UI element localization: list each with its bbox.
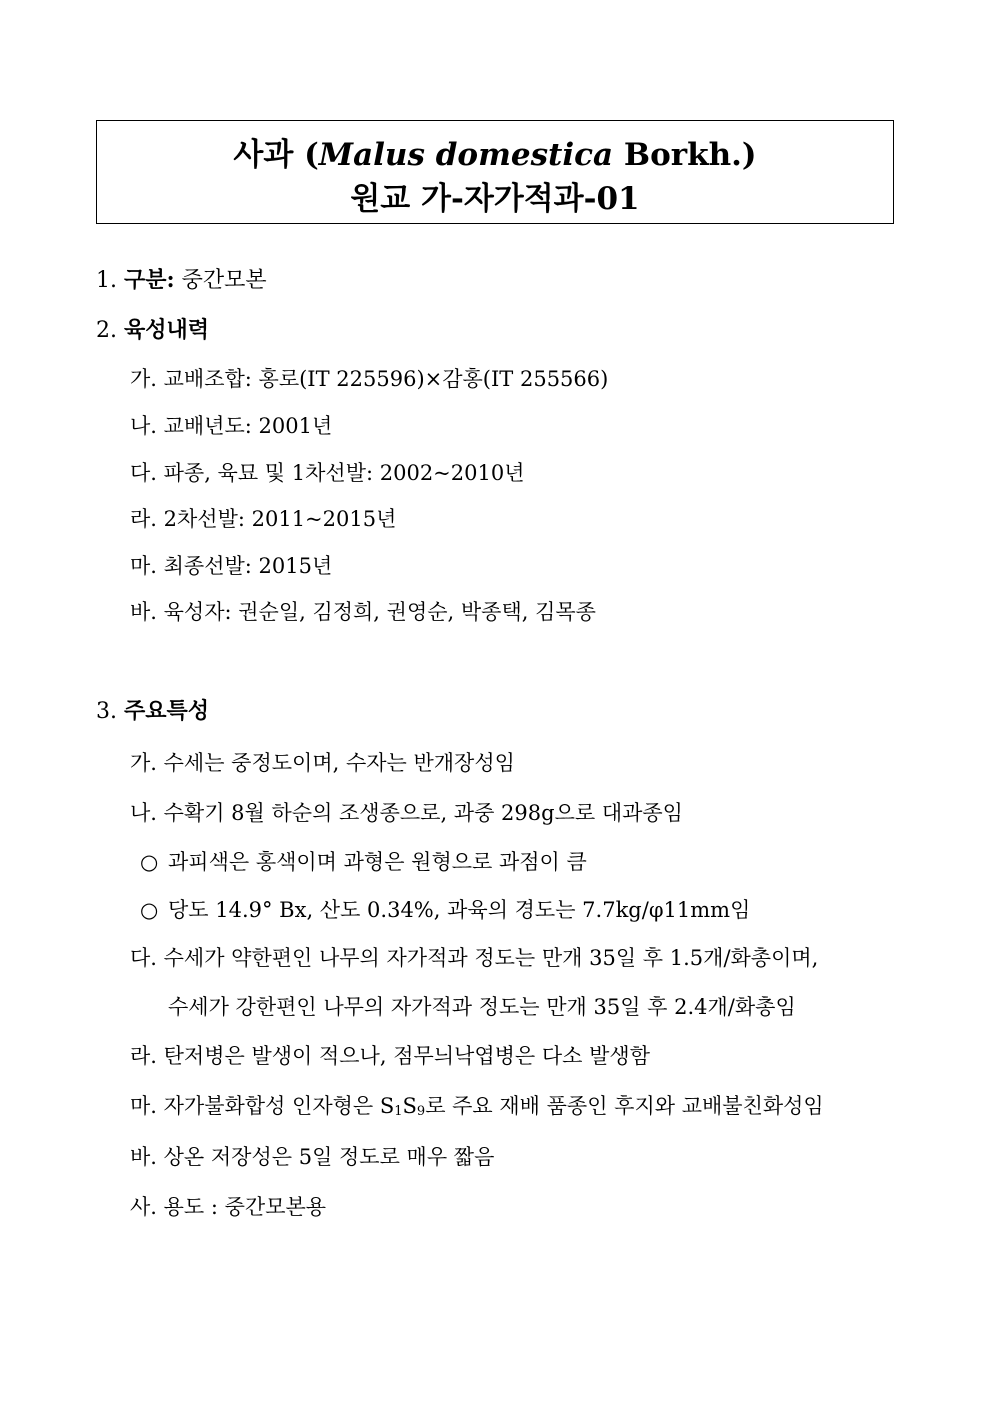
section-2-number: 2. (96, 318, 117, 343)
trait-sub-skin-color-text: 과피색은 홍색이며 과형은 원형으로 과점이 큼 (168, 850, 587, 874)
trait-item-vigor: 가. 수세는 중정도이며, 수자는 반개장성임 (130, 751, 515, 775)
section-1-value: 중간모본 (181, 268, 267, 293)
bullet-circle-icon: ○ (140, 850, 159, 874)
section-3-title: 주요특성 (124, 698, 210, 724)
trait-sub-sugar (140, 896, 750, 924)
section-1-heading (96, 266, 267, 295)
section-2-title: 육성내력 (124, 317, 210, 343)
breeding-item-second-selection: 라. 2차선발: 2011~2015년 (130, 507, 397, 531)
breeding-item-cross: 가. 교배조합: 홍로(IT 225596)×감홍(IT 255566) (130, 367, 609, 391)
breeding-item-first-selection: 다. 파종, 육묘 및 1차선발: 2002~2010년 (130, 461, 525, 485)
breeding-item-breeders: 바. 육성자: 권순일, 김정희, 권영순, 박종택, 김목종 (130, 600, 596, 624)
section-3-heading (96, 697, 209, 726)
trait-item-thinning-2: 수세가 강한편인 나무의 자가적과 정도는 만개 35일 후 2.4개/화총임 (168, 995, 796, 1019)
bullet-circle-icon: ○ (140, 898, 159, 922)
breeding-item-cross-year: 나. 교배년도: 2001년 (130, 414, 333, 438)
section-1-label: 구분: (124, 267, 175, 293)
trait-item-thinning-1: 다. 수세가 약한편인 나무의 자가적과 정도는 만개 35일 후 1.5개/화총이며, (130, 946, 819, 970)
title-authority: Borkh.) (613, 137, 757, 173)
trait-item-usage: 사. 용도 : 중간모본용 (130, 1195, 327, 1219)
title-species: Malus domestica (318, 137, 614, 173)
section-1-number: 1. (96, 268, 117, 293)
si-allele-1: 1 (394, 1104, 403, 1119)
si-text-mid: S (402, 1094, 417, 1118)
trait-item-disease: 라. 탄저병은 발생이 적으나, 점무늬낙엽병은 다소 발생함 (130, 1044, 650, 1068)
si-text-post: 로 주요 재배 품종인 후지와 교배불친화성임 (425, 1094, 824, 1118)
section-2-heading (96, 316, 209, 345)
trait-sub-skin-color (140, 848, 587, 876)
trait-sub-sugar-text: 당도 14.9° Bx, 산도 0.34%, 과육의 경도는 7.7kg/φ11mm임 (168, 898, 751, 922)
breeding-item-final-selection: 마. 최종선발: 2015년 (130, 554, 333, 578)
si-allele-2: 9 (416, 1104, 426, 1119)
title-line-1 (97, 133, 893, 177)
trait-item-self-incompatibility (130, 1092, 824, 1126)
title-line-2: 원교 가-자가적과-01 (350, 181, 640, 217)
title-box (96, 120, 894, 224)
title-crop: 사과 ( (233, 137, 319, 173)
trait-item-storage: 바. 상온 저장성은 5일 정도로 매우 짧음 (130, 1145, 495, 1169)
si-text-pre: 마. 자가불화합성 인자형은 S (130, 1094, 395, 1118)
trait-item-harvest: 나. 수확기 8월 하순의 조생종으로, 과중 298g으로 대과종임 (130, 801, 683, 825)
section-3-number: 3. (96, 699, 117, 724)
